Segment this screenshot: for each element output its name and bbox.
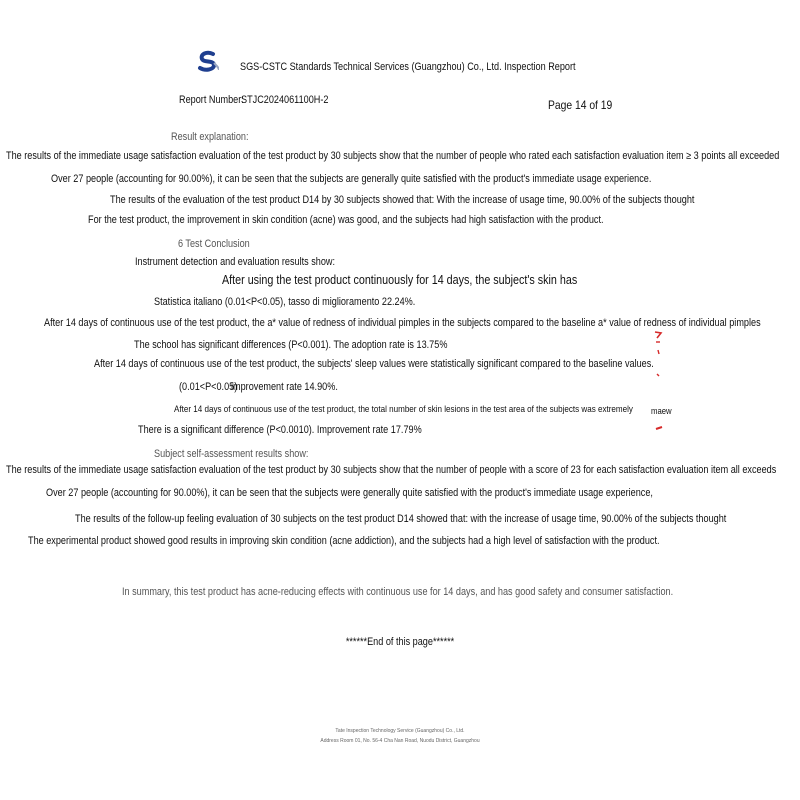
self-line: Over 27 people (accounting for 90.00%), it can be seen that the subjects were generally quite satisfied with the product's immediate usage experience, — [46, 487, 653, 499]
footer-address: Address Room 01, No. 56-4 Cha Nan Road, Nuodu District, Guangzhou — [320, 738, 480, 744]
self-line: The results of the immediate usage satisfaction evaluation of the test product by 30 subjects show that the number of people with a score of 23 for each satisfaction evaluation item all exceeds — [6, 464, 777, 476]
end-of-page-marker: ******End of this page****** — [345, 636, 455, 648]
conclusion-lead: After using the test product continuously for 14 days, the subject's skin has — [222, 273, 578, 287]
company-title: SGS-CSTC Standards Technical Services (Guangzhou) Co., Ltd. Inspection Report — [240, 61, 576, 73]
summary: In summary, this test product has acne-reducing effects with continuous use for 14 days, and has good safety and consumer satisfaction. — [122, 586, 674, 598]
conclusion-line: The school has significant differences (P<0.001). The adoption rate is 13.75% — [134, 339, 448, 351]
report-number-label: Report Number: — [179, 94, 244, 106]
explanation-line: The results of the evaluation of the test product D14 by 30 subjects showed that: With the increase of usage time, 90.00% of the subjects thought — [110, 194, 695, 206]
report-number: STJC2024061100H-2 — [241, 94, 329, 106]
explanation-line: The results of the immediate usage satisfaction evaluation of the test product by 30 subjects show that the number of people who rated each satisfaction evaluation item ≥ 3 points all exceeded — [6, 150, 780, 162]
conclusion-line: After 14 days of continuous use of the test product, the total number of skin lesions in the test area of the subjects was extremely — [174, 403, 633, 414]
conclusion-line: Statistica italiano (0.01<P<0.05), tasso di miglioramento 22.24%. — [154, 296, 416, 308]
conclusion-line: After 14 days of continuous use of the test product, the a* value of redness of individual pimples in the subjects compared to the baseline a* value of redness of individual pimples — [44, 317, 761, 329]
conclusion-line: improvement rate 14.90%. — [231, 381, 338, 393]
conclusion-line: (0.01<P<0.05) — [179, 381, 238, 393]
instrument-heading: Instrument detection and evaluation results show: — [135, 256, 336, 268]
explanation-line: Over 27 people (accounting for 90.00%), it can be seen that the subjects are generally quite satisfied with the product's immediate usage experience. — [51, 173, 652, 185]
company-logo — [197, 50, 219, 72]
self-assessment-heading: Subject self-assessment results show: — [154, 448, 309, 460]
margin-note: maew — [651, 406, 672, 416]
result-explanation-heading: Result explanation: — [171, 131, 249, 143]
conclusion-line: After 14 days of continuous use of the test product, the subjects' sleep values were statistically significant compared to the baseline values. — [94, 358, 654, 370]
self-line: The results of the follow-up feeling evaluation of 30 subjects on the test product D14 showed that: with the increase of usage time, 90.00% of the subjects thought — [75, 513, 727, 525]
explanation-line: For the test product, the improvement in skin condition (acne) was good, and the subjects had high satisfaction with the product. — [88, 214, 604, 226]
page-number: Page 14 of 19 — [548, 98, 613, 112]
self-line: The experimental product showed good results in improving skin condition (acne addiction), and the subjects had a high level of satisfaction with the product. — [28, 535, 660, 547]
conclusion-line: There is a significant difference (P<0.0010). Improvement rate 17.79% — [138, 424, 422, 436]
conclusion-heading: 6 Test Conclusion — [178, 238, 250, 250]
red-margin-marks — [650, 328, 666, 438]
footer-company: Tate Inspection Technology Service (Guangzhou) Co., Ltd. — [335, 728, 465, 734]
